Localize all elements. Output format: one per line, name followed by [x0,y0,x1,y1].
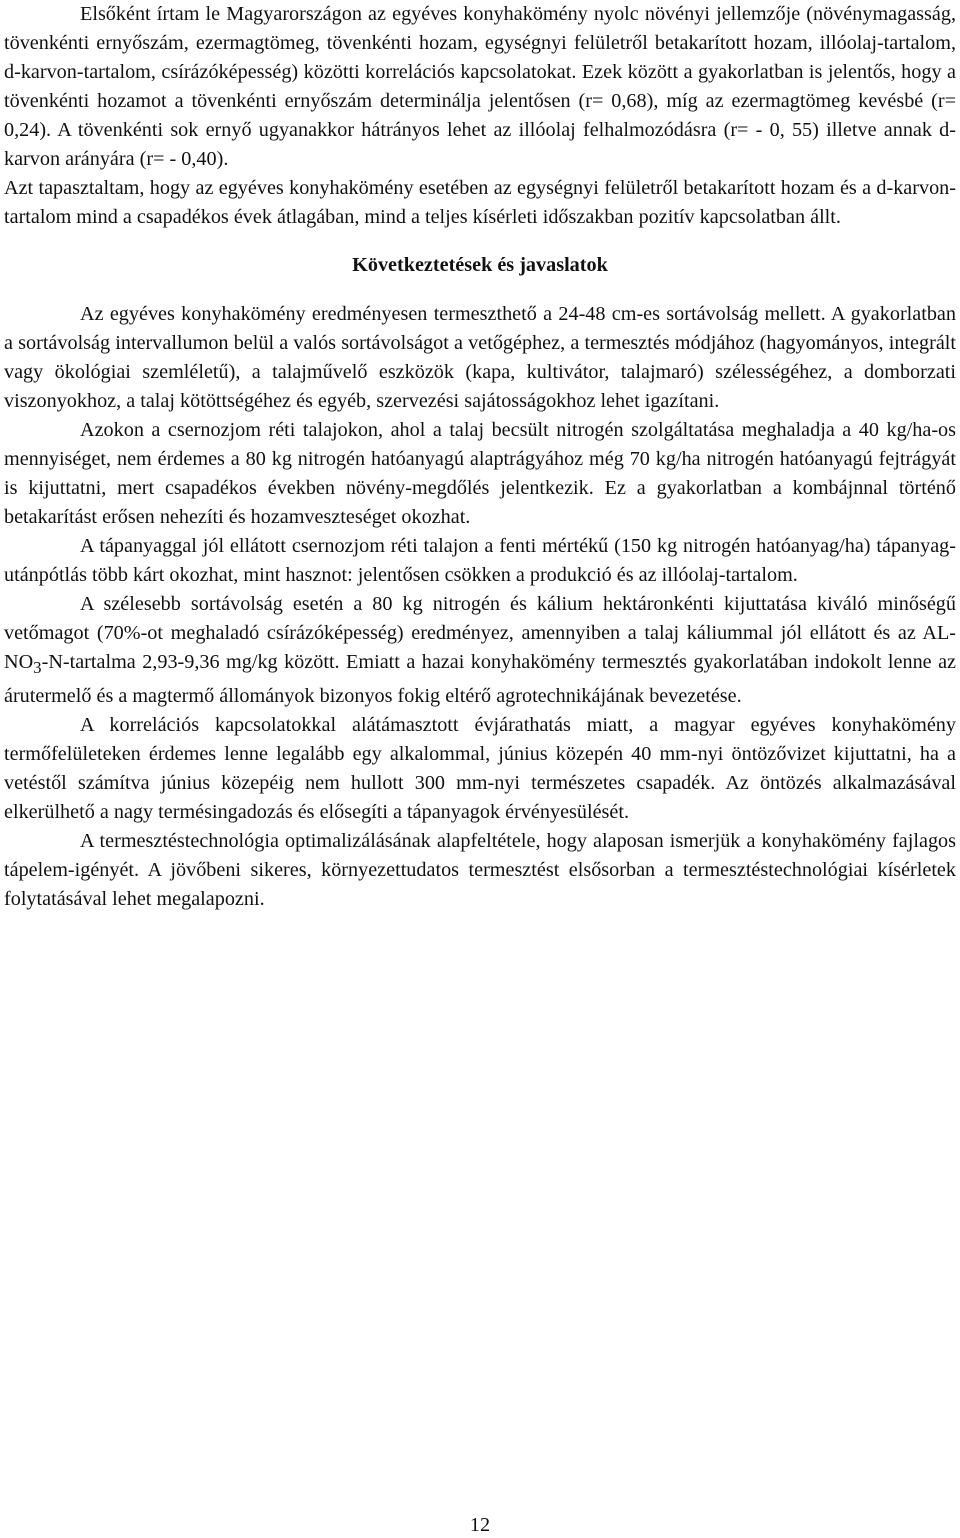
paragraph-irrigation: A korrelációs kapcsolatokkal alátámasztott évjárathatás miatt, a magyar egyéves konyhakömény termőfelületeken érdemes lenne legalább egy alkalommal, június közepén 40 mm-nyi öntözővizet kijuttatni, ha a vetéstől számítva június közepéig nem hullott 300 mm-nyi természetes csapadék. Az öntözés alkalmazásával elkerülhető a nagy termésingadozás és elősegíti a tápanyagok érvényesülését. [4,714,956,824]
subscript-three: 3 [33,658,42,678]
paragraph-chernozem-nitrogen: Azokon a csernozjom réti talajokon, ahol a talaj becsült nitrogén szolgáltatása meghaladja a 40 kg/ha-os mennyiséget, nem érdemes a 80 kg nitrogén hatóanyagú alaptrágyához még 70 kg/ha nitrogén hatóanyagú fejtrágyát is kijuttatni, mert csapadékos években növény-megdőlés jelentkezik. Ez a gyakorlatban a kombájnnal történő betakarítást erősen nehezíti és hozamveszteséget okozhat. [4,419,956,528]
seed-quality-text-start: A szélesebb sortávolság esetén a 80 kg nitrogén és kálium hektáronkénti kijuttatása kiváló minőségű vetőmagot (70%-ot meghaladó csírázóképesség) eredményez, amennyiben a talaj káliummal jól ellátott és az AL-NO [4,593,956,673]
paragraph-experience: Azt tapasztaltam, hogy az egyéves konyhakömény esetében az egységnyi felületről betakarított hozam és a d-karvon-tartalom mind a csapadékos évek átlagában, mind a teljes kísérleti időszakban pozitív kapcsolatban állt. [4,177,956,228]
section-heading: Következtetések és javaslatok [352,254,608,276]
paragraph-technology: A termesztéstechnológia optimalizálásának alapfeltétele, hogy alaposan ismerjük a konyhakömény fajlagos tápelem-igényét. A jövőbeni sikeres, környezettudatos termesztést elsősorban a termesztéstechnológiai kísérletek folytatásával lehet megalapozni. [4,830,956,911]
seed-quality-text-end: -N-tartalma 2,93-9,36 mg/kg között. Emiatt a hazai konyhakömény termesztés gyakorlatában indokolt lenne az árutermelő és a magtermő állományok bizonyos fokig eltérő agrotechnikájának bevezetése. [4,651,956,708]
document-page [4,0,956,914]
paragraph-nutrient-supply: A tápanyaggal jól ellátott csernozjom réti talajon a fenti mértékű (150 kg nitrogén hatóanyag/ha) tápanyag-utánpótlás több kárt okozhat, mint hasznot: jelentősen csökken a produkció és az illóolaj-tartalom. [4,535,956,586]
paragraph-correlations: Elsőként írtam le Magyarországon az egyéves konyhakömény nyolc növényi jellemzője (növénymagasság, tövenkénti ernyőszám, ezermagtömeg, tövenkénti hozam, egységnyi felületről betakarított hozam, illóolaj-tartalom, d-karvon-tartalom, csírázóképesség) közötti korrelációs kapcsolatokat. Ezek között a gyakorlatban is jelentős, hogy a tövenkénti hozamot a tövenkénti ernyőszám determinálja jelentősen (r= 0,68), míg az ezermagtömeg kevésbé (r= 0,24). A tövenkénti sok ernyő ugyanakkor hátrányos lehet az illóolaj felhalmozódásra (r= - 0, 55) illetve annak d-karvon arányára (r= - 0,40). [4,3,956,170]
paragraph-row-spacing: Az egyéves konyhakömény eredményesen termeszthető a 24-48 cm-es sortávolság mellett. A gyakorlatban a sortávolság intervallumon belül a valós sortávolságot a vetőgéphez, a termesztés módjához (hagyományos, integrált vagy ökológiai szemléletű), a talajművelő eszközök (kapa, kultivátor, talajmaró) szélességéhez, a domborzati viszonyokhoz, a talaj kötöttségéhez és egyéb, szervezési sajátosságokhoz lehet igazítani. [4,303,956,412]
page-number: 12 [469,1514,491,1536]
paragraph-seed-quality [4,590,956,711]
